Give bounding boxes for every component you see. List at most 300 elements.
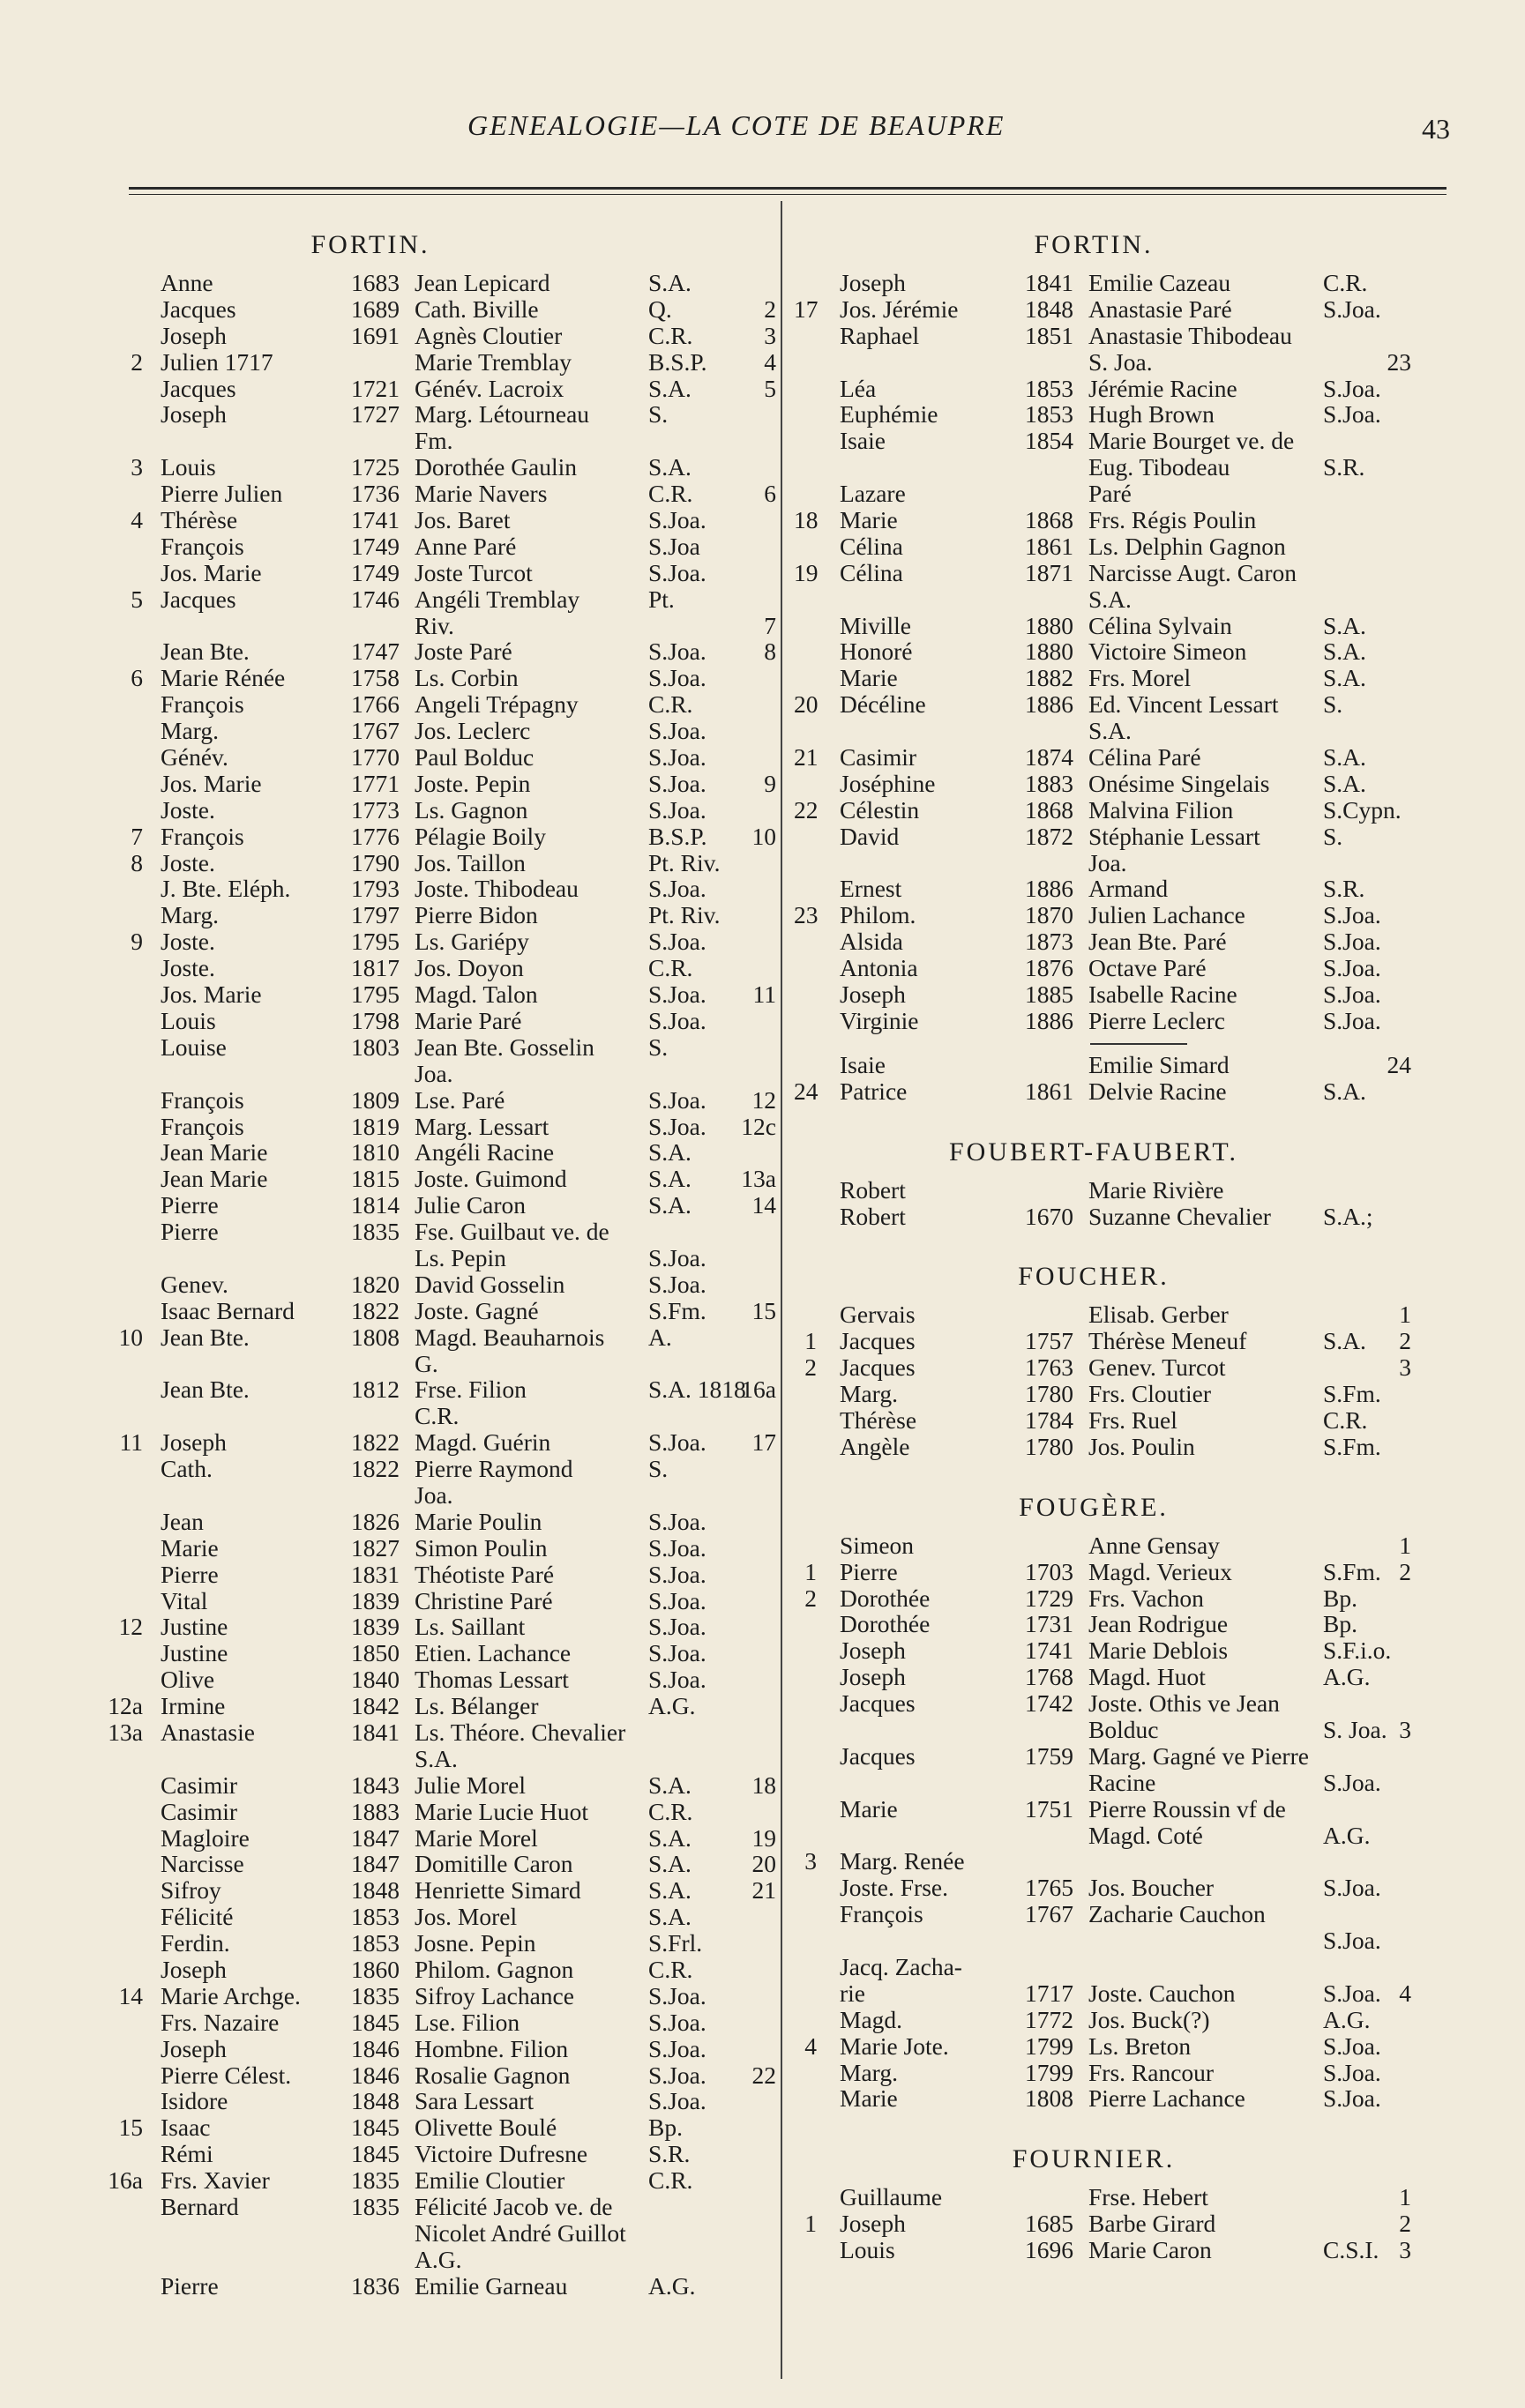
genealogy-entry — [794, 797, 1438, 824]
genealogy-entry — [88, 771, 776, 797]
marriage-year: 1853 — [351, 1903, 400, 1931]
parish: S.Joa. — [1323, 374, 1381, 402]
parish: S.Joa. — [648, 2008, 706, 2036]
parish: S.A. — [648, 1850, 691, 1878]
parish: S.F.i.o. — [1323, 1636, 1392, 1665]
parish: S.Fm. — [648, 1296, 706, 1324]
genealogy-entry — [794, 428, 1438, 454]
spouse-name: Marie Rivière — [1088, 1175, 1224, 1204]
given-name: Robert — [840, 1202, 906, 1230]
genealogy-entry — [88, 613, 776, 639]
given-name: Marie Archge. — [161, 1981, 301, 2009]
marriage-year: 1798 — [351, 1006, 400, 1034]
given-name: Marg. — [840, 2058, 898, 2086]
given-name: Justine — [161, 1639, 228, 1667]
given-name: Marg. — [161, 901, 219, 929]
spouse-name: Joste. Pepin — [415, 769, 531, 797]
spouse-name: Ls. Gariépy — [415, 928, 529, 956]
parish: S.A. — [1323, 664, 1366, 692]
genealogy-entry — [88, 2088, 776, 2114]
parish: S.Joa. — [648, 1666, 706, 1694]
generation-number: 18 — [794, 506, 819, 534]
parish: S. — [648, 400, 669, 429]
spouse-name: Paul Bolduc — [415, 743, 534, 772]
spouse-name: Jérémie Racine — [1088, 374, 1237, 402]
genealogy-entry — [88, 586, 776, 613]
genealogy-entry — [88, 1166, 776, 1192]
marriage-year: 1886 — [1025, 875, 1073, 903]
parish: Bp. — [1323, 1584, 1357, 1612]
spouse-name: Suzanne Chevalier — [1088, 1202, 1271, 1230]
marriage-year: 1717 — [1025, 1979, 1073, 2007]
reference-number: 8 — [764, 637, 776, 666]
parish: S.A. 1818 — [648, 1375, 746, 1404]
given-name: Patrice — [840, 1077, 908, 1105]
given-name: Décéline — [840, 690, 926, 719]
generation-number: 21 — [794, 743, 819, 772]
parish: S.Fm. — [1323, 1557, 1381, 1585]
marriage-year: 1850 — [351, 1639, 400, 1667]
marriage-year: 1845 — [351, 2008, 400, 2036]
spouse-name: Paré — [1088, 480, 1132, 508]
spouse-name: Victoire Dufresne — [415, 2140, 588, 2168]
given-name: Joséphine — [840, 769, 936, 797]
parish: S.Joa. — [648, 558, 706, 586]
spouse-name: Thérèse Meneuf — [1088, 1327, 1247, 1355]
spouse-name: Pierre Bidon — [415, 901, 538, 929]
given-name: Marg. — [840, 1380, 898, 1408]
generation-number: 24 — [794, 1077, 819, 1105]
marriage-year: 1767 — [1025, 1900, 1073, 1928]
genealogy-entry — [794, 2085, 1438, 2112]
parish: S. Joa. — [1323, 1715, 1387, 1743]
spouse-name: Ls. Pepin — [415, 1243, 506, 1271]
marriage-year: 1795 — [351, 928, 400, 956]
surname-heading: FORTIN. — [1034, 230, 1154, 259]
marriage-year: 1826 — [351, 1507, 400, 1535]
given-name: Jos. Marie — [161, 558, 262, 586]
given-name: Genev. — [161, 1270, 228, 1298]
spouse-name: Nicolet André Guillot — [415, 2218, 626, 2247]
reference-number: 2 — [1399, 1557, 1411, 1585]
given-name: Isidore — [161, 2087, 228, 2115]
genealogy-entry — [88, 349, 776, 376]
generation-number: 6 — [131, 664, 143, 692]
given-name: Marie — [840, 664, 898, 692]
genealogy-entry — [794, 270, 1438, 296]
given-name: Jos. Jérémie — [840, 294, 959, 323]
spouse-name: Emilie Simard — [1088, 1050, 1230, 1078]
given-name: Julien 1717 — [161, 347, 273, 376]
genealogy-entry — [794, 1585, 1438, 1612]
genealogy-entry — [794, 2033, 1438, 2060]
marriage-year: 1835 — [351, 1981, 400, 2009]
genealogy-entry — [88, 1351, 776, 1377]
given-name: Jos. Marie — [161, 980, 262, 1009]
spouse-name: Joste Turcot — [415, 558, 533, 586]
given-name: Jacques — [840, 1689, 916, 1718]
parish: S.Joa. — [648, 1507, 706, 1535]
reference-number: 16a — [741, 1375, 776, 1404]
marriage-year: 1812 — [351, 1375, 400, 1404]
given-name: Virginie — [840, 1006, 919, 1034]
genealogy-entry — [88, 1825, 776, 1852]
parish: S.Joa. — [1323, 901, 1381, 929]
given-name: Jacques — [161, 294, 236, 323]
reference-number: 10 — [751, 822, 776, 850]
genealogy-entry — [88, 1034, 776, 1061]
parish: S.Cypn. — [1323, 795, 1402, 824]
running-header: GENEALOGIE—LA COTE DE BEAUPRE — [467, 109, 1005, 141]
marriage-year: 1854 — [1025, 427, 1073, 455]
marriage-year: 1765 — [1025, 1874, 1073, 1902]
marriage-year: 1736 — [351, 480, 400, 508]
marriage-year: 1725 — [351, 453, 400, 481]
parish: S.A. — [1323, 743, 1366, 772]
parish: S.Joa. — [648, 1560, 706, 1588]
given-name: Thérèse — [161, 506, 238, 534]
genealogy-entry — [794, 2007, 1438, 2033]
generation-number: 19 — [794, 558, 819, 586]
parish: S.Joa. — [648, 875, 706, 903]
parish: Bp. — [648, 2114, 683, 2142]
genealogy-entry — [88, 1456, 776, 1482]
marriage-year: 1885 — [1025, 980, 1073, 1009]
reference-number: 11 — [752, 980, 776, 1009]
surname-heading: FOURNIER. — [1012, 2144, 1176, 2174]
given-name: Ernest — [840, 875, 902, 903]
genealogy-entry — [88, 1008, 776, 1034]
genealogy-entry — [88, 454, 776, 481]
parish: S.A. — [648, 1191, 691, 1219]
given-name: David — [840, 822, 900, 850]
marriage-year: 1768 — [1025, 1663, 1073, 1691]
genealogy-entry — [794, 718, 1438, 744]
given-name: Joseph — [161, 1428, 227, 1457]
genealogy-entry — [88, 323, 776, 349]
spouse-name: C.R. — [415, 1402, 460, 1430]
spouse-name: Joste. Gagné — [415, 1296, 539, 1324]
section-spacer — [794, 2112, 1438, 2135]
parish: A.G. — [648, 1692, 696, 1720]
given-name: Marie — [161, 1533, 219, 1562]
reference-number: 3 — [1399, 1715, 1411, 1743]
spouse-name: Armand — [1088, 875, 1169, 903]
parish: S.A.; — [1323, 1202, 1373, 1230]
genealogy-entry — [88, 1192, 776, 1219]
spouse-name: Sara Lessart — [415, 2087, 534, 2115]
given-name: François — [840, 1900, 923, 1928]
marriage-year: 1860 — [351, 1956, 400, 1983]
spouse-name: Ls. Delphin Gagnon — [1088, 532, 1286, 560]
parish: C.R. — [648, 954, 693, 982]
genealogy-entry — [88, 850, 776, 876]
parish: S.A. — [648, 374, 691, 402]
marriage-year: 1848 — [1025, 294, 1073, 323]
marriage-year: 1819 — [351, 1112, 400, 1140]
genealogy-entry — [88, 507, 776, 533]
spouse-name: Narcisse Augt. Caron — [1088, 558, 1297, 586]
spouse-name: Frs. Morel — [1088, 664, 1192, 692]
section-separator — [794, 1034, 1438, 1052]
genealogy-entry — [88, 533, 776, 560]
spouse-name: Joste. Guimond — [415, 1165, 567, 1193]
spouse-name: Olivette Boulé — [415, 2114, 557, 2142]
spouse-name: Genev. Turcot — [1088, 1353, 1226, 1382]
given-name: Raphael — [840, 321, 920, 349]
parish: S.A. — [648, 453, 691, 481]
spouse-name: Marie Paré — [415, 1006, 522, 1034]
spouse-name: Jean Bte. Paré — [1088, 928, 1227, 956]
reference-number: 19 — [751, 1823, 776, 1852]
marriage-year: 1822 — [351, 1428, 400, 1457]
genealogy-entry — [794, 1796, 1438, 1823]
spouse-name: Emilie Cazeau — [1088, 269, 1231, 296]
spouse-name: Frse. Filion — [415, 1375, 527, 1404]
spouse-name: Angéli Racine — [415, 1138, 555, 1167]
given-name: Pierre — [161, 1560, 219, 1588]
genealogy-entry — [88, 2167, 776, 2194]
given-name: Joseph — [840, 980, 906, 1009]
parish: S.Joa. — [1323, 294, 1381, 323]
given-name: Joseph — [840, 1636, 906, 1665]
spouse-name: Jos. Doyon — [415, 954, 524, 982]
parish: S.A. — [1323, 1077, 1366, 1105]
marriage-year: 1883 — [1025, 769, 1073, 797]
spouse-name: Riv. — [415, 611, 454, 639]
generation-number: 14 — [118, 1981, 143, 2009]
left-column — [88, 220, 776, 2300]
genealogy-entry — [88, 718, 776, 744]
spouse-name: Pierre Lachance — [1088, 2084, 1245, 2113]
given-name: Joseph — [161, 321, 227, 349]
marriage-year: 1853 — [1025, 374, 1073, 402]
genealogy-entry — [794, 2060, 1438, 2086]
given-name: Cath. — [161, 1455, 213, 1483]
reference-number: 23 — [1387, 347, 1411, 376]
genealogy-entry — [88, 1376, 776, 1403]
parish: S.Joa. — [648, 1639, 706, 1667]
genealogy-entry — [794, 349, 1438, 376]
given-name: Célina — [840, 558, 903, 586]
spouse-name: Jos. Taillon — [415, 848, 526, 876]
marriage-year: 1880 — [1025, 611, 1073, 639]
generation-number: 2 — [131, 347, 143, 376]
spouse-name: Fm. — [415, 427, 453, 455]
marriage-year: 1759 — [1025, 1741, 1073, 1770]
parish: S.Joa. — [1323, 1006, 1381, 1034]
genealogy-entry — [88, 376, 776, 402]
given-name: Joseph — [161, 400, 227, 429]
marriage-year: 1808 — [1025, 2084, 1073, 2113]
genealogy-entry — [88, 1614, 776, 1640]
parish: Q. — [648, 294, 672, 323]
spouse-name: Anne Gensay — [1088, 1531, 1220, 1559]
spouse-name: Magd. Huot — [1088, 1663, 1206, 1691]
genealogy-entry — [88, 1298, 776, 1324]
genealogy-entry — [794, 481, 1438, 507]
genealogy-entry — [88, 1693, 776, 1719]
marriage-year: 1751 — [1025, 1794, 1073, 1823]
marriage-year: 1815 — [351, 1165, 400, 1193]
genealogy-entry — [794, 1848, 1438, 1875]
given-name: Alsida — [840, 928, 903, 956]
reference-number: 24 — [1387, 1050, 1411, 1078]
genealogy-entry — [88, 744, 776, 771]
genealogy-entry — [794, 323, 1438, 349]
reference-number: 17 — [751, 1428, 776, 1457]
spouse-name: Joste Paré — [415, 637, 512, 666]
genealogy-entry — [88, 1509, 776, 1535]
given-name: Miville — [840, 611, 911, 639]
header-rule-thin — [129, 194, 1447, 195]
parish: S.Joa. — [648, 1112, 706, 1140]
spouse-name: Marie Morel — [415, 1823, 538, 1852]
parish: S.Joa. — [648, 2061, 706, 2089]
marriage-year: 1795 — [351, 980, 400, 1009]
spouse-name: S.A. — [1088, 717, 1132, 745]
given-name: Joseph — [840, 269, 906, 296]
marriage-year: 1874 — [1025, 743, 1073, 772]
spouse-name: Octave Paré — [1088, 954, 1207, 982]
spouse-name: Elisab. Gerber — [1088, 1301, 1229, 1329]
marriage-year: 1840 — [351, 1666, 400, 1694]
given-name: Robert — [840, 1175, 906, 1204]
given-name: François — [161, 690, 244, 719]
given-name: François — [161, 1085, 244, 1114]
genealogy-entry — [88, 1719, 776, 1746]
marriage-year: 1809 — [351, 1085, 400, 1114]
given-name: Jean — [161, 1507, 204, 1535]
given-name: Bernard — [161, 2193, 239, 2221]
genealogy-entry — [88, 1429, 776, 1456]
marriage-year: 1835 — [351, 2193, 400, 2221]
spouse-name: Julien Lachance — [1088, 901, 1245, 929]
given-name: Marie Rénée — [161, 664, 286, 692]
spouse-name: G. — [415, 1349, 438, 1377]
marriage-year: 1886 — [1025, 690, 1073, 719]
parish: S.Joa. — [1323, 954, 1381, 982]
parish: A.G. — [648, 2271, 696, 2300]
marriage-year: 1871 — [1025, 558, 1073, 586]
section-spacer — [794, 1105, 1438, 1128]
marriage-year: 1846 — [351, 2061, 400, 2089]
parish: S. — [1323, 822, 1343, 850]
given-name: Casimir — [840, 743, 917, 772]
parish: S. — [648, 1455, 669, 1483]
generation-number: 5 — [131, 585, 143, 613]
reference-number: 2 — [1399, 2210, 1411, 2238]
spouse-name: Frs. Vachon — [1088, 1584, 1204, 1612]
given-name: Vital — [161, 1586, 208, 1614]
spouse-name: Joste. Cauchon — [1088, 1979, 1236, 2007]
given-name: Dorothée — [840, 1610, 931, 1638]
genealogy-entry — [88, 560, 776, 586]
given-name: Euphémie — [840, 400, 938, 429]
genealogy-entry — [794, 2210, 1438, 2237]
spouse-name: Théotiste Paré — [415, 1560, 555, 1588]
given-name: Philom. — [840, 901, 916, 929]
given-name: Thérèse — [840, 1405, 917, 1434]
given-name: Joste. — [161, 795, 215, 824]
genealogy-entry — [794, 1177, 1438, 1204]
marriage-year: 1820 — [351, 1270, 400, 1298]
reference-number: 2 — [1399, 1327, 1411, 1355]
parish: C.R. — [1323, 269, 1368, 296]
reference-number: 1 — [1399, 2183, 1411, 2211]
marriage-year: 1683 — [351, 269, 400, 296]
marriage-year: 1848 — [351, 2087, 400, 2115]
marriage-year: 1873 — [1025, 928, 1073, 956]
genealogy-entry — [88, 902, 776, 928]
parish: S.A. — [1323, 637, 1366, 666]
marriage-year: 1839 — [351, 1613, 400, 1641]
marriage-year: 1766 — [351, 690, 400, 719]
marriage-year: 1747 — [351, 637, 400, 666]
generation-number: 11 — [119, 1428, 143, 1457]
spouse-name: Félicité Jacob ve. de — [415, 2193, 613, 2221]
spouse-name: Joa. — [415, 1480, 453, 1509]
spouse-name: Rosalie Gagnon — [415, 2061, 571, 2089]
spouse-name: Christine Paré — [415, 1586, 553, 1614]
spouse-name: Jos. Boucher — [1088, 1874, 1215, 1902]
genealogy-entry — [794, 876, 1438, 902]
genealogy-entry — [794, 1008, 1438, 1034]
spouse-name: Pierre Roussin vf de — [1088, 1794, 1286, 1823]
reference-number: 3 — [1399, 2236, 1411, 2264]
given-name: Anastasie — [161, 1718, 255, 1746]
spouse-name: Frse. Hebert — [1088, 2183, 1208, 2211]
marriage-year: 1827 — [351, 1533, 400, 1562]
given-name: Jean Marie — [161, 1138, 268, 1167]
spouse-name: Marie Poulin — [415, 1507, 542, 1535]
parish: S.Joa. — [648, 1613, 706, 1641]
generation-number: 2 — [804, 1584, 817, 1612]
parish: S.A. — [648, 269, 691, 296]
marriage-year: 1799 — [1025, 2058, 1073, 2086]
parish: S.Frl. — [648, 1929, 703, 1957]
genealogy-entry — [794, 1901, 1438, 1927]
marriage-year: 1835 — [351, 2166, 400, 2195]
generation-number: 1 — [804, 1557, 817, 1585]
marriage-year: 1757 — [1025, 1327, 1073, 1355]
marriage-year: 1822 — [351, 1296, 400, 1324]
generation-number: 1 — [804, 1327, 817, 1355]
marriage-year: 1835 — [351, 1218, 400, 1246]
spouse-name: S. Joa. — [1088, 347, 1153, 376]
genealogy-entry — [88, 1746, 776, 1772]
generation-number: 10 — [118, 1323, 143, 1351]
given-name: Lazare — [840, 480, 906, 508]
genealogy-entry — [794, 1407, 1438, 1434]
marriage-year: 1741 — [1025, 1636, 1073, 1665]
given-name: Frs. Nazaire — [161, 2008, 280, 2036]
genealogy-entry — [794, 1980, 1438, 2007]
given-name: Jean Bte. — [161, 637, 250, 666]
given-name: Louise — [161, 1033, 227, 1061]
genealogy-entry — [88, 2141, 776, 2167]
marriage-year: 1886 — [1025, 1006, 1073, 1034]
marriage-year: 1836 — [351, 2271, 400, 2300]
genealogy-entry — [794, 560, 1438, 586]
given-name: Pierre Célest. — [161, 2061, 292, 2089]
marriage-year: 1872 — [1025, 822, 1073, 850]
generation-number: 23 — [794, 901, 819, 929]
genealogy-entry — [88, 2220, 776, 2247]
marriage-year: 1845 — [351, 2114, 400, 2142]
genealogy-entry — [88, 401, 776, 428]
marriage-year: 1803 — [351, 1033, 400, 1061]
